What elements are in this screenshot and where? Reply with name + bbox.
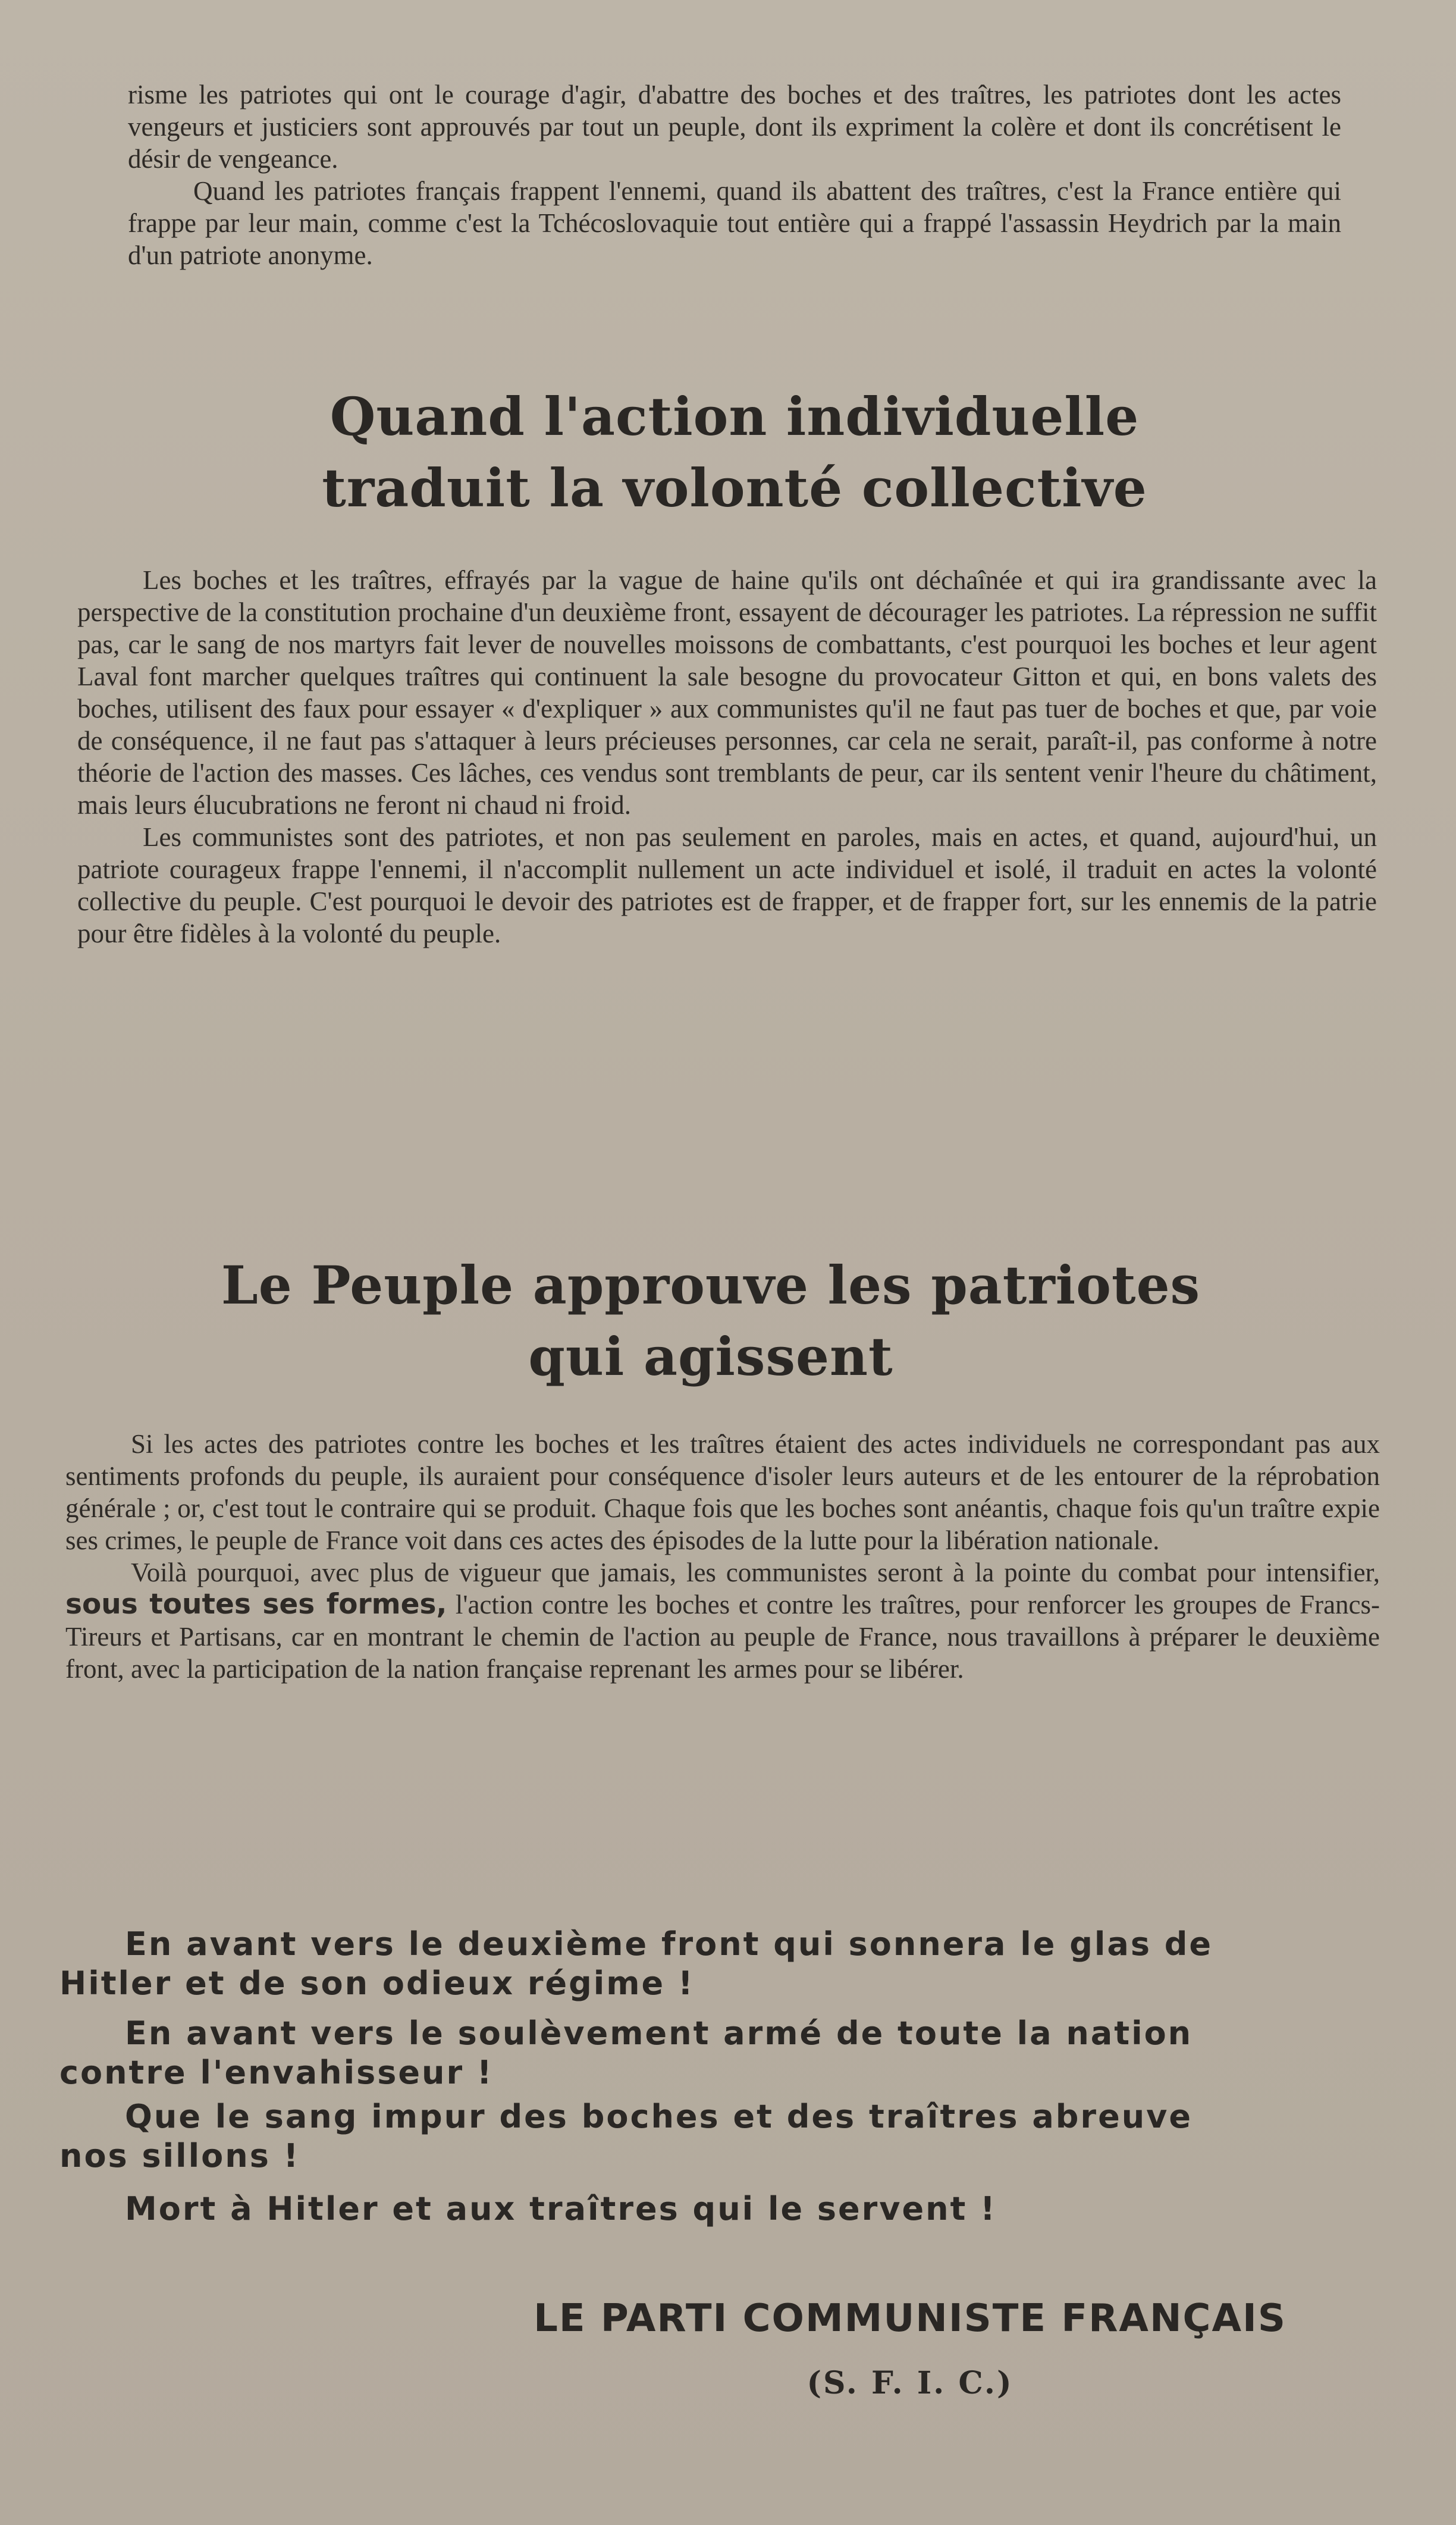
intro-paragraph-2: Quand les patriotes français frappent l'ennemi, quand ils abattent des traîtres, c'est la France entière qui frappe par leur main, comme c'est la Tchécoslovaquie tout entière qui a frappé l'assassin Heydrich par la main d'un patriote anonyme.: [128, 176, 1341, 270]
slogan-1-line-1: En avant vers le deuxième front qui sonnera le glas de: [125, 1925, 1213, 1963]
section-1-text: [77, 564, 1377, 950]
slogan-4-line: Mort à Hitler et aux traîtres qui le servent !: [125, 2190, 997, 2228]
slogan-2: [59, 2014, 1398, 2092]
section-1-paragraph-2: Les communistes sont des patriotes, et non pas seulement en paroles, mais en actes, et quand, aujourd'hui, un patriote courageux frappe l'ennemi, il n'accomplit nullement un acte individuel et isolé, il traduit en actes la volonté collective du peuple. C'est pourquoi le devoir des patriotes est de frapper, et de frapper fort, sur les ennemis de la patrie pour être fidèles à la volonté du peuple.: [77, 822, 1377, 948]
section-2-emphasis: sous toutes ses formes,: [65, 1588, 447, 1621]
slogan-3-line-2: nos sillons !: [59, 2137, 300, 2175]
intro-text: [128, 79, 1341, 271]
slogan-3-line-1: Que le sang impur des boches et des traîtres abreuve: [125, 2098, 1193, 2135]
section-2-title-line-1: Le Peuple approuve les patriotes: [221, 1254, 1201, 1316]
intro-paragraph-1: risme les patriotes qui ont le courage d'agir, d'abattre des boches et des traîtres, les patriotes dont les actes vengeurs et justiciers sont approuvés par tout un peuple, dont ils expriment la colère et dont ils concrétisent le désir de vengeance.: [128, 80, 1341, 174]
slogan-4: [125, 2189, 1374, 2229]
slogan-1-line-2: Hitler et de son odieux régime !: [59, 1965, 695, 2002]
section-2-paragraph-2: [65, 1556, 1380, 1685]
signature-abbreviation: (S. F. I. C.): [807, 2365, 1013, 2401]
section-1-title-line-1: Quand l'action individuelle: [330, 386, 1140, 447]
slogan-1: [59, 1925, 1398, 2003]
section-2-title: [59, 1249, 1362, 1392]
slogan-3: [59, 2097, 1398, 2176]
section-1-title-line-2: traduit la volonté collective: [322, 457, 1147, 519]
slogan-2-line-2: contre l'envahisseur !: [59, 2054, 494, 2091]
section-2-paragraph-1: Si les actes des patriotes contre les boches et les traîtres étaient des actes individuels ne correspondant pas aux sentiments profonds du peuple, ils auraient pour conséquence d'isoler leurs auteurs et de les entourer de la réprobation générale ; or, c'est tout le contraire qui se produit. Chaque fois que les boches sont anéantis, chaque fois qu'un traître expie ses crimes, le peuple de France voit dans ces actes des épisodes de la lutte pour la libération nationale.: [65, 1429, 1380, 1555]
section-2-paragraph-2-start: Voilà pourquoi, avec plus de vigueur que jamais, les communistes seront à la pointe du combat pour intensifier,: [131, 1558, 1380, 1587]
signature-party: LE PARTI COMMUNISTE FRANÇAIS: [534, 2297, 1286, 2341]
section-2-title-line-2: qui agissent: [528, 1326, 893, 1387]
section-2-paragraph-2-end: l'action contre les boches et contre les traîtres, pour renforcer les groupes de Francs-Tireurs et Partisans, car en montrant le chemin de l'action au peuple de France, nous travaillons à préparer le deuxième front, avec la participation de la nation française reprenant les armes pour se libérer.: [65, 1590, 1380, 1684]
slogan-2-line-1: En avant vers le soulèvement armé de toute la nation: [125, 2015, 1193, 2052]
section-2-text: [65, 1428, 1380, 1685]
section-1-title: [128, 381, 1341, 524]
section-1-paragraph-1: Les boches et les traîtres, effrayés par la vague de haine qu'ils ont déchaînée et qui ira grandissante avec la perspective de la constitution prochaine d'un deuxième front, essayent de décourager les patriotes. La répression ne suffit pas, car le sang de nos martyrs fait lever de nouvelles moissons de combattants, c'est pourquoi les boches et leur agent Laval font marcher quelques traîtres qui continuent la sale besogne du provocateur Gitton et qui, en bons valets des boches, utilisent des faux pour essayer « d'expliquer » aux communistes qu'il ne faut pas tuer de boches et que, par voie de conséquence, il ne faut pas s'attaquer à leurs précieuses personnes, car cela ne serait, paraît-il, pas conforme à notre théorie de l'action des masses. Ces lâches, ces vendus sont tremblants de peur, car ils sentent venir l'heure du châtiment, mais leurs élucubrations ne feront ni chaud ni froid.: [77, 565, 1377, 820]
